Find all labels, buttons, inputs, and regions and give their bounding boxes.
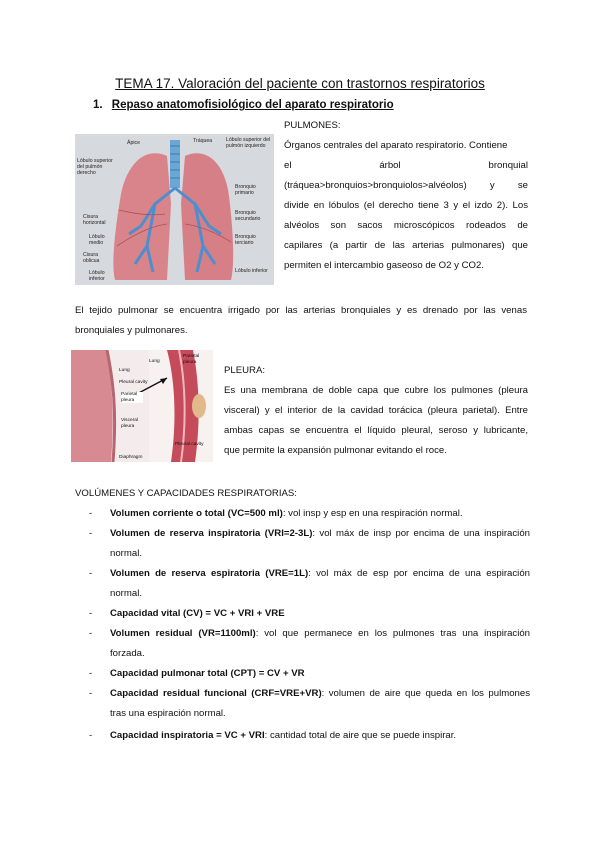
- pulmones-line-7: permiten el intercambio gaseoso de O2 y CO2.: [284, 260, 484, 271]
- label-traquea: Tráquea: [193, 138, 213, 144]
- pulmones-word-y: y: [489, 180, 495, 191]
- list-dash: -: [89, 508, 93, 519]
- list-dash: -: [89, 608, 93, 619]
- label-lobulo-inferior-der: Lóbulo inferior: [89, 270, 105, 282]
- label-bronquio-secundario: Bronquio secundario: [235, 210, 261, 222]
- item-term: Capacidad pulmonar total (CPT) = CV + VR: [110, 668, 305, 679]
- item-desc-cont: normal.: [110, 588, 142, 599]
- item-desc: : volumen de aire que queda en los pulmones: [321, 688, 530, 699]
- list-item: [89, 524, 529, 564]
- list-item: [89, 726, 529, 746]
- pleura-label-cavity-2: Pleural cavity: [175, 442, 204, 447]
- label-cisura-oblicua: Cisura oblicua: [83, 252, 100, 264]
- section-heading: [93, 99, 394, 111]
- pleura-block: [224, 361, 528, 461]
- list-item: [89, 564, 529, 604]
- label-cisura-horizontal: Cisura horizontal: [83, 214, 106, 226]
- volumes-list: [89, 504, 529, 754]
- label-bronquio-primario: Bronquio primario: [235, 184, 256, 196]
- item-term: Volumen residual (VR=1100ml): [110, 628, 256, 639]
- item-desc-cont: tras una espiración normal.: [110, 708, 226, 719]
- pleura-illustration: [71, 350, 213, 462]
- pleura-label-lung: Lung: [149, 359, 160, 364]
- pulmones-heading: PULMONES:: [284, 120, 341, 131]
- list-item: [89, 604, 529, 624]
- item-term: Capacidad residual funcional (CRF=VRE+VR): [110, 688, 322, 699]
- list-item: [89, 504, 529, 524]
- item-desc: : vol máx de insp por encima de una inspiración: [312, 528, 530, 539]
- pleura-label-parietal: Parietal pleura: [121, 392, 143, 403]
- pleura-line-1: Es una membrana de doble capa que cubre los pulmones (pleura: [224, 385, 528, 396]
- label-lobulo-sup-izq: Lóbulo superior del pulmón izquierdo: [226, 137, 271, 149]
- label-lobulo-medio: Lóbulo medio: [89, 234, 105, 246]
- pulmones-block: [284, 116, 528, 276]
- page-title: TEMA 17. Valoración del paciente con trastornos respiratorios: [115, 76, 485, 91]
- pleura-label-visceral: Visceral pleura: [121, 418, 138, 429]
- item-term: Volumen de reserva espiratoria (VRE=1L): [110, 568, 309, 579]
- list-item: [89, 664, 529, 684]
- item-term: Volumen corriente o total (VC=500 ml): [110, 508, 283, 519]
- list-item: [89, 624, 529, 664]
- item-desc: : vol insp y esp en una respiración normal.: [282, 508, 463, 519]
- pulmones-hierarchy: (tráquea>bronquios>bronquiolos>alvéolos): [284, 180, 467, 191]
- pleura-label-diaphragm: Diaphragm: [119, 455, 143, 460]
- list-dash: -: [89, 688, 93, 699]
- pulmones-line-5: alvéolos son sacos microscópicos rodeados de: [284, 220, 528, 231]
- item-desc: : vol máx de esp por encima de una espiración: [308, 568, 530, 579]
- item-desc: : cantidad total de aire que se puede inspirar.: [264, 730, 457, 741]
- item-desc: : vol que permanece en los pulmones tras una inspiración: [255, 628, 530, 639]
- label-apice: Ápice: [127, 140, 140, 146]
- list-dash: -: [89, 628, 93, 639]
- section-number: 1.: [93, 99, 103, 111]
- item-term: Volumen de reserva inspiratoria (VRI=2-3L): [110, 528, 313, 539]
- volumes-heading: VOLÚMENES Y CAPACIDADES RESPIRATORIAS:: [75, 488, 297, 499]
- item-term: Capacidad inspiratoria = VC + VRI: [110, 730, 265, 741]
- list-dash: -: [89, 528, 93, 539]
- pulmones-word-bronquial: bronquial: [488, 160, 528, 171]
- pulmones-line-2: [284, 156, 528, 176]
- irrigation-line-1: El tejido pulmonar se encuentra irrigado por las arterias bronquiales y es drenado por las venas: [75, 305, 527, 316]
- pleura-label-top: Parietal pleura: [183, 354, 200, 365]
- pulmones-line-6: capilares (a partir de las arterias pulmonares) que: [284, 240, 528, 251]
- label-lobulo-inferior-izq: Lóbulo inferior: [235, 268, 268, 274]
- pulmones-word-arbol: árbol: [379, 160, 401, 171]
- list-item: [89, 684, 529, 724]
- pulmones-line-4: divide en lóbulos (el derecho tiene 3 y el izdo 2). Los: [284, 200, 528, 211]
- pleura-line-3: ambas capas se encuentra el líquido pleural, seroso y lubricante,: [224, 425, 528, 436]
- pulmones-word-el: el: [284, 160, 292, 171]
- irrigation-line-2: bronquiales y pulmonares.: [75, 325, 188, 336]
- pleura-label-pleural-cavity: Pleural cavity: [119, 380, 148, 385]
- pulmones-line-3: [284, 176, 528, 196]
- pleura-label-lung-2: Lung: [119, 368, 130, 373]
- list-dash: -: [89, 668, 93, 679]
- label-lobulo-sup-der: Lóbulo superior del pulmón derecho: [77, 158, 113, 176]
- item-term: Capacidad vital (CV) = VC + VRI + VRE: [110, 608, 285, 619]
- pulmones-line-1: Órganos centrales del aparato respiratorio. Contiene: [284, 140, 508, 151]
- list-dash: -: [89, 568, 93, 579]
- item-desc-cont: forzada.: [110, 648, 145, 659]
- pleura-heading: PLEURA:: [224, 365, 266, 376]
- lungs-illustration: [75, 134, 274, 285]
- list-dash: -: [89, 730, 93, 741]
- irrigation-paragraph: [75, 301, 527, 341]
- pulmones-word-se: se: [517, 180, 528, 191]
- pleura-line-2: visceral) y el interior de la cavidad torácica (pleura parietal). Entre: [224, 405, 528, 416]
- section-title: Repaso anatomofisiológico del aparato respiratorio: [111, 99, 394, 111]
- pleura-line-4: que permite la expansión pulmonar evitando el roce.: [224, 445, 447, 456]
- item-desc-cont: normal.: [110, 548, 142, 559]
- label-bronquio-terciario: Bronquio terciario: [235, 234, 256, 246]
